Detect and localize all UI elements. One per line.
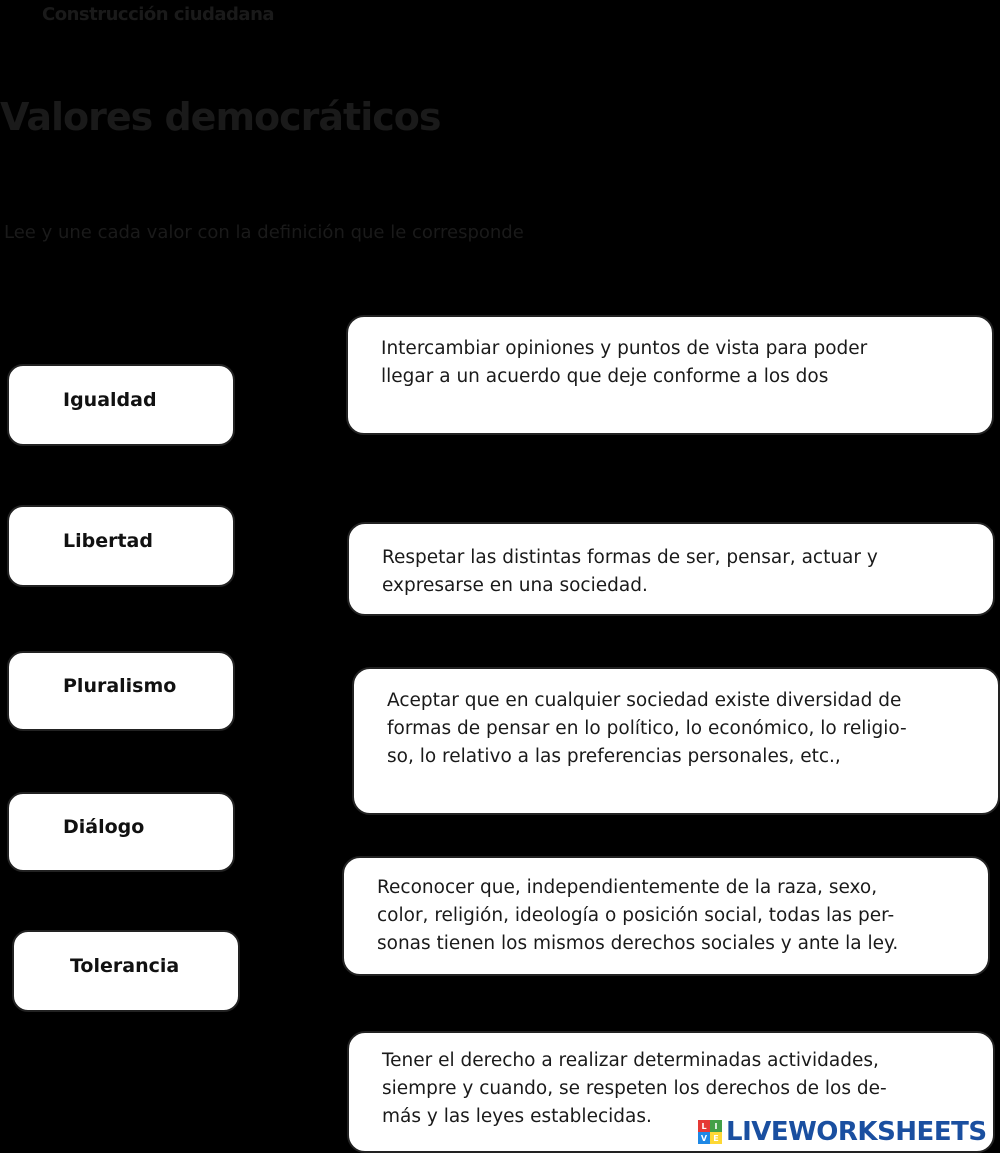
definition-line: Aceptar que en cualquier sociedad existe diversidad de [387,690,902,711]
definition-line: so, lo relativo a las preferencias personales, etc., [387,746,841,767]
definition-line: formas de pensar en lo político, lo económico, lo religio- [387,718,907,739]
definition-line: color, religión, ideología o posición social, todas las per- [377,905,895,926]
page-title: Valores democráticos [0,95,441,139]
value-box-pluralismo[interactable] [7,651,235,731]
value-box-tolerancia[interactable] [12,930,240,1012]
value-label: Pluralismo [63,675,177,697]
definition-box-3[interactable] [352,667,1000,815]
liveworksheets-icon [698,1120,722,1144]
value-label: Libertad [63,530,153,552]
definition-line: Intercambiar opiniones y puntos de vista para poder [381,338,868,359]
value-label: Tolerancia [70,955,180,977]
definition-line: Reconocer que, independientemente de la raza, sexo, [377,877,878,898]
subject-label: Construcción ciudadana [42,4,275,25]
value-label: Diálogo [63,816,145,838]
value-box-igualdad[interactable] [7,364,235,446]
definition-box-4[interactable] [342,856,990,976]
logo-cell-e: E [710,1132,722,1144]
logo-cell-l: L [698,1120,710,1132]
definition-line: más y las leyes establecidas. [382,1106,652,1127]
definition-line: expresarse en una sociedad. [382,575,648,596]
definition-line: Tener el derecho a realizar determinadas actividades, [382,1050,879,1071]
value-label: Igualdad [63,389,157,411]
instructions-text: Lee y une cada valor con la definición que le corresponde [4,222,524,243]
brand-name: LIVEWORKSHEETS [726,1117,987,1147]
definition-box-2[interactable] [347,522,995,616]
definition-line: sonas tienen los mismos derechos sociales y ante la ley. [377,933,899,954]
liveworksheets-logo [698,1114,987,1150]
logo-cell-i: I [710,1120,722,1132]
definition-line: Respetar las distintas formas de ser, pensar, actuar y [382,547,878,568]
value-box-dialogo[interactable] [7,792,235,872]
value-box-libertad[interactable] [7,505,235,587]
definition-line: siempre y cuando, se respeten los derechos de los de- [382,1078,887,1099]
definition-box-1[interactable] [346,315,994,435]
logo-cell-v: V [698,1132,710,1144]
definition-line: llegar a un acuerdo que deje conforme a los dos [381,366,829,387]
